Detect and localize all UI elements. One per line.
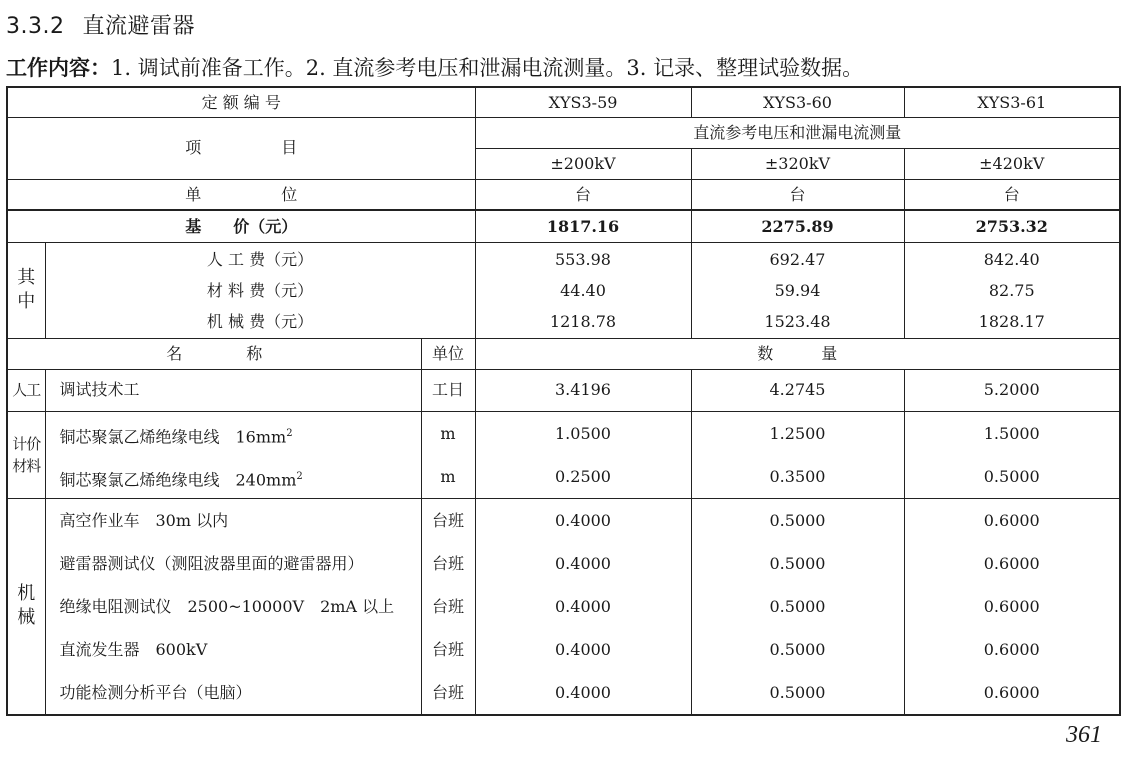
unit-value: 台	[475, 179, 691, 210]
material-name: 铜芯聚氯乙烯绝缘电线 240mm	[59, 469, 297, 489]
machinery-unit: 台班	[431, 553, 464, 573]
item-title: 直流参考电压和泄漏电流测量	[475, 117, 1120, 148]
work-content	[6, 52, 863, 82]
quota-code: XYS3-60	[691, 87, 904, 117]
cost-value: 82.75	[988, 280, 1035, 300]
spec-value: ±320kV	[691, 148, 904, 179]
row-breakdown	[7, 242, 1120, 338]
material-name: 铜芯聚氯乙烯绝缘电线 16mm	[59, 426, 287, 446]
materials-group-label	[7, 411, 45, 498]
material-values	[691, 411, 904, 498]
quantity-label: 数 量	[475, 338, 1120, 369]
machinery-value: 0.5000	[769, 596, 826, 616]
material-unit: m	[440, 423, 456, 443]
superscript: 2	[286, 427, 293, 439]
quota-code-label: 定 额 编 号	[7, 87, 475, 117]
spec-value: ±420kV	[904, 148, 1120, 179]
machinery-units	[421, 498, 475, 715]
material-value: 0.3500	[769, 466, 826, 486]
quota-code: XYS3-61	[904, 87, 1120, 117]
machinery-value: 0.6000	[983, 682, 1040, 702]
machinery-value: 0.4000	[555, 682, 611, 702]
material-value: 1.0500	[555, 423, 611, 443]
machinery-group-text: 机械	[17, 583, 36, 628]
base-price-label: 基 价（元）	[7, 210, 475, 242]
machinery-name: 功能检测分析平台（电脑）	[59, 682, 252, 702]
cost-value: 59.94	[774, 280, 821, 300]
breakdown-values	[475, 242, 691, 338]
machinery-value: 0.6000	[983, 510, 1040, 530]
materials-group-text: 计价材料	[12, 434, 41, 475]
row-materials	[7, 411, 1120, 498]
material-names	[45, 411, 421, 498]
machinery-names	[45, 498, 421, 715]
work-content-label: 工作内容：	[6, 56, 111, 80]
machinery-unit: 台班	[431, 682, 464, 702]
machinery-value: 0.6000	[983, 639, 1040, 659]
base-price-value: 1817.16	[475, 210, 691, 242]
name-label: 名 称	[7, 338, 421, 369]
machinery-name: 绝缘电阻测试仪 2500~10000V 2mA 以上	[59, 596, 395, 616]
machinery-value: 0.5000	[769, 682, 826, 702]
machinery-cost-label: 机 械 费（元）	[206, 311, 314, 331]
machinery-value: 0.5000	[769, 639, 826, 659]
machinery-value: 0.5000	[769, 510, 826, 530]
labor-item-unit: 工日	[421, 369, 475, 411]
material-cost-label: 材 料 费（元）	[206, 280, 314, 300]
material-values	[904, 411, 1120, 498]
work-content-text: 1. 调试前准备工作。2. 直流参考电压和泄漏电流测量。3. 记录、整理试验数据。	[111, 56, 864, 80]
machinery-name: 避雷器测试仪（测阻波器里面的避雷器用）	[59, 553, 364, 573]
cost-value: 842.40	[983, 249, 1040, 269]
machinery-value: 0.4000	[555, 596, 611, 616]
page-number: 361	[1066, 722, 1102, 748]
cost-value: 1828.17	[978, 311, 1045, 331]
unit-value: 台	[691, 179, 904, 210]
unit-value: 台	[904, 179, 1120, 210]
labor-item-name: 调试技术工	[45, 369, 421, 411]
machinery-name: 高空作业车 30m 以内	[59, 510, 229, 530]
unit-col-label: 单位	[421, 338, 475, 369]
material-value: 0.2500	[555, 466, 611, 486]
labor-item-value: 3.4196	[475, 369, 691, 411]
item-label: 项 目	[7, 117, 475, 179]
breakdown-group-label	[7, 242, 45, 338]
machinery-value: 0.4000	[555, 639, 611, 659]
machinery-values	[904, 498, 1120, 715]
row-quota-code	[7, 87, 1120, 117]
row-item-title	[7, 117, 1120, 148]
unit-label: 单 位	[7, 179, 475, 210]
machinery-value: 0.6000	[983, 596, 1040, 616]
row-resource-header	[7, 338, 1120, 369]
spec-value: ±200kV	[475, 148, 691, 179]
labor-item-value: 5.2000	[904, 369, 1120, 411]
breakdown-group-text: 其中	[17, 267, 36, 312]
cost-value: 1218.78	[549, 311, 617, 331]
material-units	[421, 411, 475, 498]
cost-value: 692.47	[769, 249, 826, 269]
machinery-name: 直流发生器 600kV	[59, 639, 208, 659]
material-value: 1.5000	[983, 423, 1040, 443]
breakdown-values	[904, 242, 1120, 338]
labor-group-label: 人工	[7, 369, 45, 411]
superscript: 2	[296, 470, 303, 482]
machinery-values	[475, 498, 691, 715]
machinery-value: 0.4000	[555, 510, 611, 530]
base-price-value: 2275.89	[691, 210, 904, 242]
base-price-value: 2753.32	[904, 210, 1120, 242]
machinery-group-label	[7, 498, 45, 715]
breakdown-values	[691, 242, 904, 338]
material-value: 0.5000	[983, 466, 1040, 486]
machinery-value: 0.6000	[983, 553, 1040, 573]
material-values	[475, 411, 691, 498]
section-name: 直流避雷器	[82, 14, 195, 39]
cost-value: 553.98	[555, 249, 611, 269]
labor-cost-label: 人 工 费（元）	[206, 249, 314, 269]
machinery-value: 0.4000	[555, 553, 611, 573]
section-title	[6, 9, 195, 40]
section-number: 3.3.2	[6, 14, 65, 39]
machinery-value: 0.5000	[769, 553, 826, 573]
row-base-price	[7, 210, 1120, 242]
machinery-values	[691, 498, 904, 715]
machinery-unit: 台班	[431, 510, 464, 530]
material-item	[60, 455, 421, 498]
material-item	[60, 412, 421, 455]
machinery-unit: 台班	[431, 639, 464, 659]
material-unit: m	[440, 466, 456, 486]
labor-item-value: 4.2745	[691, 369, 904, 411]
machinery-unit: 台班	[431, 596, 464, 616]
row-machinery	[7, 498, 1120, 715]
breakdown-labels	[45, 242, 475, 338]
quota-code: XYS3-59	[475, 87, 691, 117]
cost-value: 44.40	[560, 280, 606, 300]
cost-value: 1523.48	[764, 311, 831, 331]
row-labor	[7, 369, 1120, 411]
quota-table	[6, 86, 1121, 716]
material-value: 1.2500	[769, 423, 826, 443]
row-unit	[7, 179, 1120, 210]
